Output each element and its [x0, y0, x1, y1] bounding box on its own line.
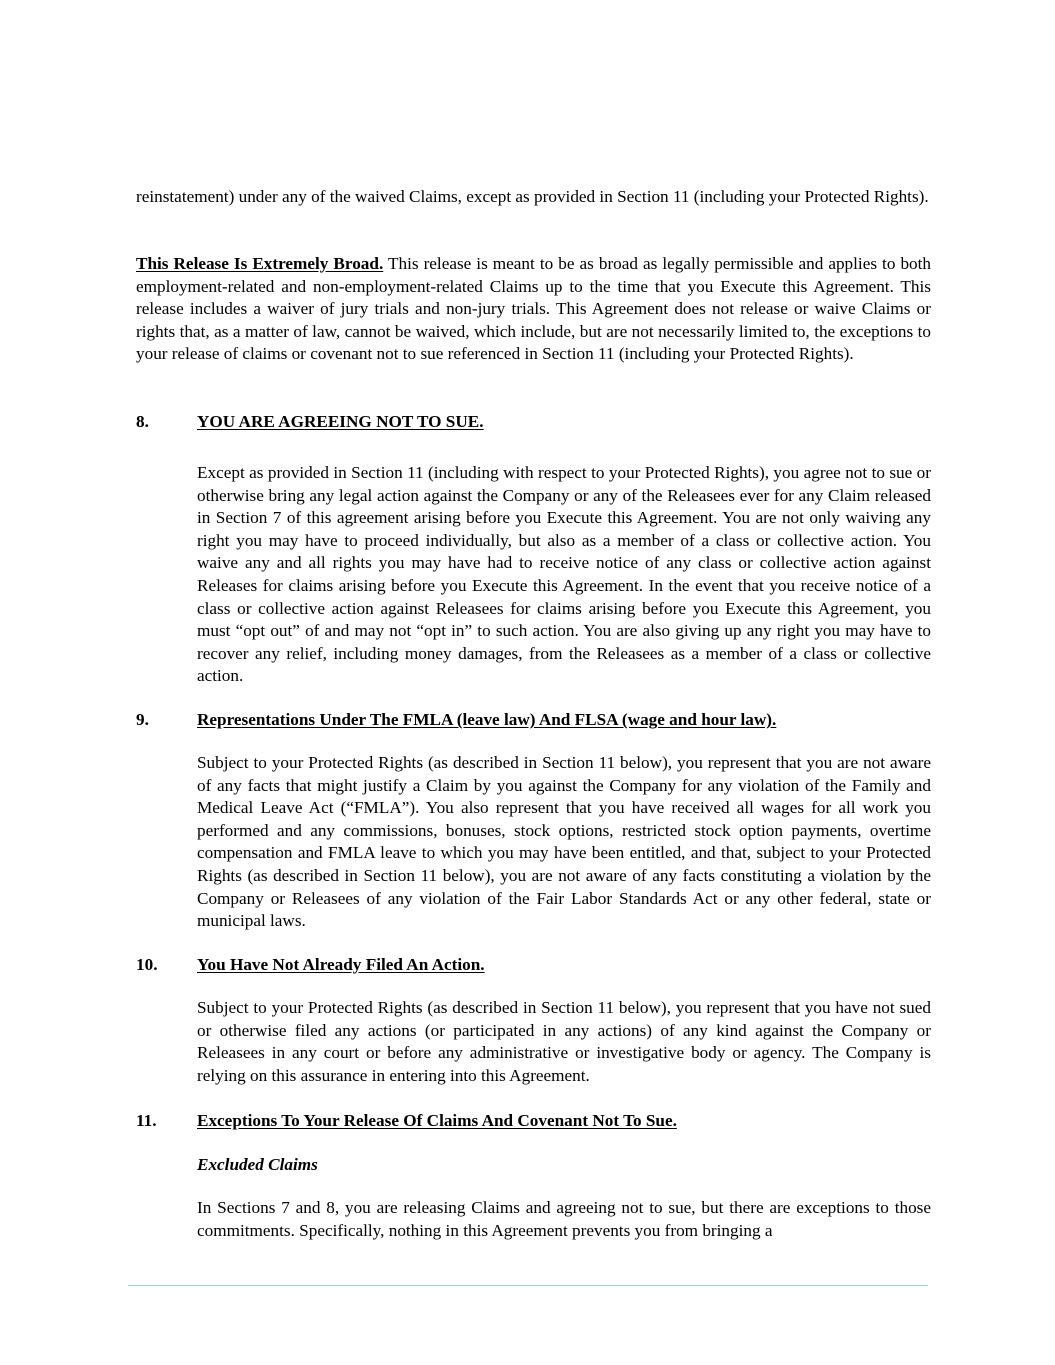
- section-8-heading: [136, 411, 931, 433]
- broad-release-paragraph: [136, 253, 931, 366]
- footer-divider: [128, 1285, 928, 1286]
- section-10-number: 10.: [136, 955, 158, 974]
- section-10-heading: [136, 954, 931, 976]
- section-10-title: You Have Not Already Filed An Action.: [197, 955, 485, 974]
- section-9-body: Subject to your Protected Rights (as described in Section 11 below), you represent that you are not aware of any facts that might justify a Claim by you against the Company for any violation of the Family and Medical Leave Act (“FMLA”). You also represent that you have received all wages for all work you performed and any commissions, bonuses, stock options, restricted stock option payments, overtime compensation and FMLA leave to which you may have been entitled, and that, subject to your Protected Rights (as described in Section 11 below), you are not aware of any facts constituting a violation by the Company or Releasees of any violation of the Fair Labor Standards Act or any other federal, state or municipal laws.: [197, 753, 931, 931]
- section-11-subheading: Excluded Claims: [197, 1155, 318, 1174]
- broad-release-lead: This Release Is Extremely Broad.: [136, 254, 384, 273]
- section-8-number: 8.: [136, 412, 149, 431]
- section-11-number: 11.: [136, 1111, 157, 1130]
- section-8-body: Except as provided in Section 11 (including with respect to your Protected Rights), you agree not to sue or otherwise bring any legal action against the Company or any of the Releasees ever for any Claim released in Section 7 of this agreement arising before you Execute this Agreement. You are not only waiving any right you may have to proceed individually, but also as a member of a class or collective action. You waive any and all rights you may have had to receive notice of any class or collective action against Releases for claims arising before you Execute this Agreement. In the event that you receive notice of a class or collective action against Releasees for claims arising before you Execute this Agreement, you must “opt out” of and may not “opt in” to such action. You are also giving up any right you may have to recover any relief, including money damages, from the Releasees as a member of a class or collective action.: [197, 463, 931, 686]
- section-9-heading: [136, 709, 931, 731]
- section-11-heading: [136, 1110, 931, 1132]
- section-11-body: In Sections 7 and 8, you are releasing Claims and agreeing not to sue, but there are exceptions to those commitments. Specifically, nothing in this Agreement prevents you from bringing a: [197, 1198, 931, 1240]
- section-11-title: Exceptions To Your Release Of Claims And Covenant Not To Sue.: [197, 1111, 677, 1130]
- section-8-title: YOU ARE AGREEING NOT TO SUE.: [197, 412, 484, 431]
- section-10-body: Subject to your Protected Rights (as described in Section 11 below), you represent that you have not sued or otherwise filed any actions (or participated in any actions) of any kind against the Company or Releasees in any court or before any administrative or investigative body or agency. The Company is relying on this assurance in entering into this Agreement.: [197, 998, 931, 1085]
- section-9-title: Representations Under The FMLA (leave law) And FLSA (wage and hour law).: [197, 710, 777, 729]
- broad-release-text: This release is meant to be as broad as legally permissible and applies to both employment-related and non-employment-related Claims up to the time that you Execute this Agreement. This release includes a waiver of jury trials and non-jury trials. This Agreement does not release or waive Claims or rights that, as a matter of law, cannot be waived, which include, but are not necessarily limited to, the exceptions to your release of claims or covenant not to sue referenced in Section 11 (including your Protected Rights).: [136, 254, 932, 364]
- intro-continuation-paragraph: reinstatement) under any of the waived Claims, except as provided in Section 11 (including your Protected Rights).: [136, 187, 929, 206]
- section-9-number: 9.: [136, 710, 149, 729]
